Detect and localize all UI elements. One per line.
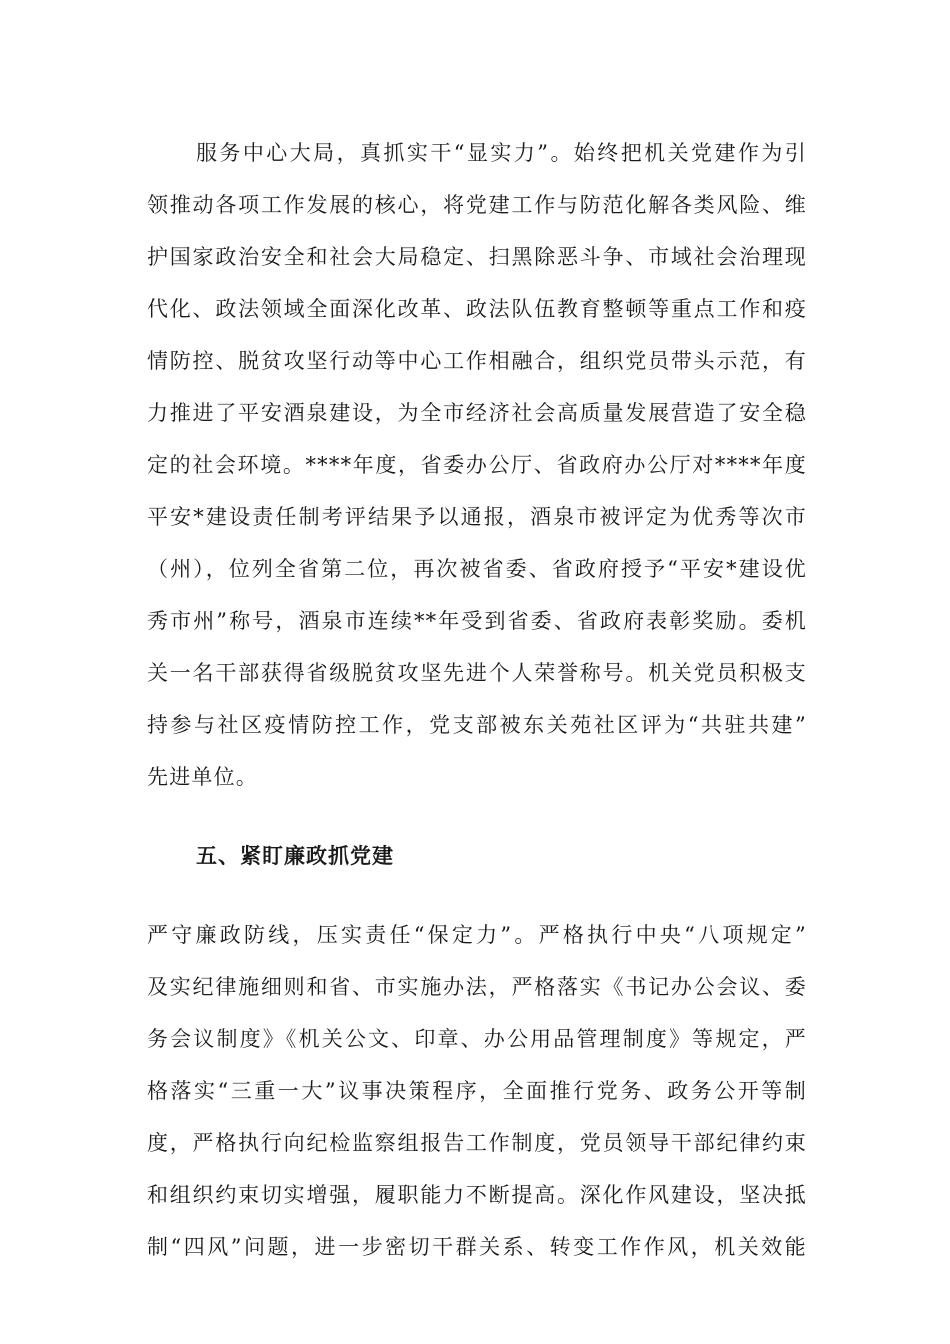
paragraph-line: 持参与社区疫情防控工作，党支部被东关苑社区评为“共驻共建” [147, 713, 807, 737]
paragraph-line: 平安*建设责任制考评结果予以通报，酒泉市被评定为优秀等次市 [147, 505, 807, 529]
paragraph-line: 力推进了平安酒泉建设，为全市经济社会高质量发展营造了安全稳 [147, 401, 807, 425]
paragraph-line: 格落实“三重一大”议事决策程序，全面推行党务、政务公开等制 [147, 1079, 807, 1103]
paragraph-line: （州），位列全省第二位，再次被省委、省政府授予“平安*建设优 [147, 557, 807, 581]
paragraph-line: 和组织约束切实增强，履职能力不断提高。深化作风建设，坚决抵 [147, 1183, 807, 1207]
section-heading: 五、紧盯廉政抓党建 [196, 844, 394, 868]
paragraph-line: 定的社会环境。****年度，省委办公厅、省政府办公厅对****年度 [147, 453, 807, 477]
paragraph-line: 秀市州”称号，酒泉市连续**年受到省委、省政府表彰奖励。委机 [147, 609, 807, 633]
paragraph-line: 护国家政治安全和社会大局稳定、扫黑除恶斗争、市域社会治理现 [147, 245, 807, 269]
paragraph-line: 情防控、脱贫攻坚行动等中心工作相融合，组织党员带头示范，有 [147, 349, 807, 373]
paragraph-line: 关一名干部获得省级脱贫攻坚先进个人荣誉称号。机关党员积极支 [147, 661, 807, 685]
paragraph-line: 务会议制度》《机关公文、印章、办公用品管理制度》等规定，严 [147, 1027, 807, 1051]
paragraph-line: 严守廉政防线，压实责任“保定力”。严格执行中央“八项规定” [147, 923, 807, 947]
paragraph-line: 代化、政法领域全面深化改革、政法队伍教育整顿等重点工作和疫 [147, 297, 807, 321]
paragraph-line: 及实纪律施细则和省、市实施办法，严格落实《书记办公会议、委 [147, 975, 807, 999]
paragraph-line: 领推动各项工作发展的核心，将党建工作与防范化解各类风险、维 [147, 193, 807, 217]
paragraph-line: 制“四风”问题，进一步密切干群关系、转变工作作风，机关效能 [147, 1235, 807, 1259]
paragraph-line: 先进单位。 [147, 765, 258, 789]
paragraph-line: 度，严格执行向纪检监察组报告工作制度，党员领导干部纪律约束 [147, 1131, 807, 1155]
paragraph-line: 服务中心大局，真抓实干“显实力”。始终把机关党建作为引 [196, 141, 807, 165]
